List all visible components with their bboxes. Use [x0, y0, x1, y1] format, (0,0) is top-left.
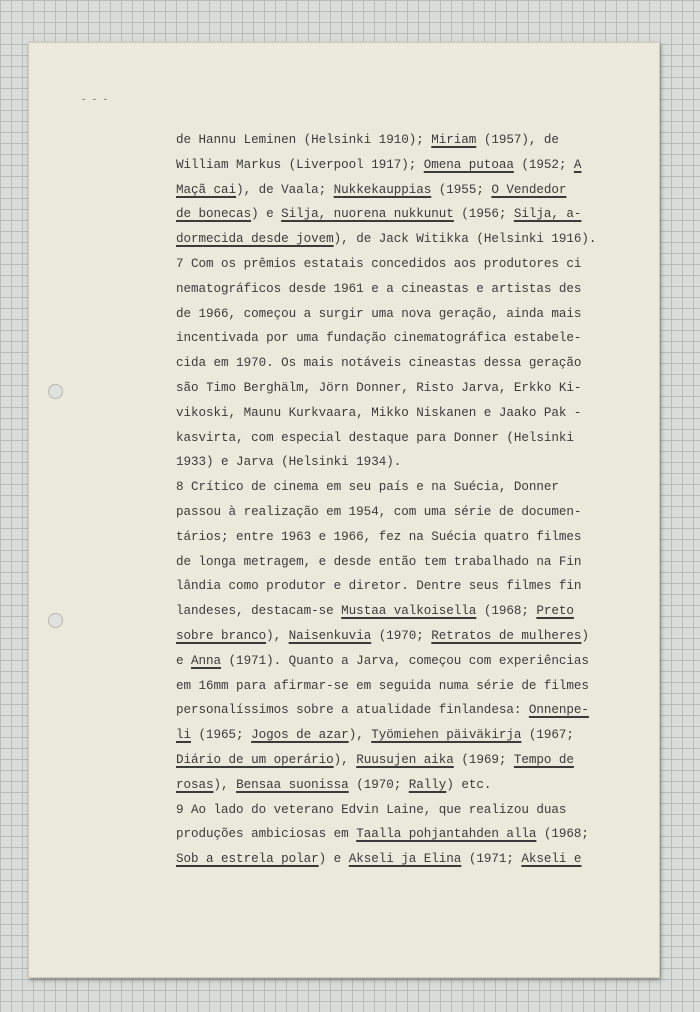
- text-segment: vikoski, Maunu Kurkvaara, Mikko Niskanen e Jaako Pak -: [176, 405, 582, 420]
- underlined-title: Maçã cai: [176, 182, 237, 197]
- text-line: [176, 277, 616, 302]
- underlined-title: Taalla pohjantahden alla: [356, 827, 537, 842]
- text-line: [176, 128, 616, 153]
- typewritten-text: [176, 128, 616, 872]
- text-segment: de 1966, começou a surgir uma nova geração, ainda mais: [176, 306, 582, 321]
- text-line: [176, 178, 616, 203]
- underlined-title: Bensaa suonissa: [236, 777, 349, 792]
- text-line: [176, 401, 616, 426]
- text-segment: William Markus (Liverpool 1917);: [176, 157, 424, 172]
- text-segment: (1955;: [431, 182, 492, 197]
- text-segment: 1933) e Jarva (Helsinki 1934).: [176, 455, 402, 470]
- text-segment: (1965;: [191, 728, 252, 743]
- text-line: [176, 773, 616, 798]
- text-segment: (1968;: [536, 827, 589, 842]
- text-segment: cida em 1970. Os mais notáveis cineastas dessa geração: [176, 356, 582, 371]
- text-line: [176, 525, 616, 550]
- text-segment: nematográficos desde 1961 e a cineastas e artistas des: [176, 281, 582, 296]
- underlined-title: dormecida desde jovem: [176, 232, 334, 247]
- text-segment: ),: [266, 628, 289, 643]
- underlined-title: Mustaa valkoisella: [341, 604, 477, 619]
- underlined-title: A: [573, 157, 582, 172]
- underlined-title: Nukkekauppias: [333, 182, 432, 197]
- underlined-title: Jogos de azar: [251, 728, 349, 743]
- text-line: [176, 574, 616, 599]
- underlined-title: Rally: [408, 777, 447, 792]
- text-line: [176, 723, 616, 748]
- text-segment: produções ambiciosas em: [176, 827, 357, 842]
- underlined-title: li: [176, 728, 192, 743]
- text-segment: 7 Com os prêmios estatais concedidos aos produtores ci: [176, 256, 582, 271]
- underlined-title: Sob a estrela polar: [176, 852, 319, 867]
- text-segment: ),: [213, 777, 237, 792]
- text-segment: (1967;: [521, 728, 574, 743]
- text-segment: de longa metragem, e desde então tem trabalhado na Fin: [176, 554, 582, 569]
- underlined-title: sobre branco: [176, 628, 267, 643]
- text-line: [176, 326, 616, 351]
- text-line: [176, 202, 616, 227]
- corner-mark: - - -: [81, 95, 109, 105]
- underlined-title: Retratos de mulheres: [431, 628, 582, 643]
- text-line: [176, 748, 616, 773]
- underlined-title: Akseli e: [521, 852, 582, 867]
- text-line: [176, 475, 616, 500]
- text-line: [176, 822, 616, 847]
- text-line: [176, 649, 616, 674]
- text-segment: 9 Ao lado do veterano Edvin Laine, que realizou duas: [176, 802, 567, 817]
- text-segment: passou à realização em 1954, com uma série de documen-: [176, 504, 582, 519]
- underlined-title: Omena putoaa: [423, 157, 514, 172]
- underlined-title: Anna: [191, 653, 222, 668]
- text-segment: ), de Vaala;: [236, 182, 334, 197]
- text-segment: (1971). Quanto a Jarva, começou com experiências: [221, 653, 589, 668]
- underlined-title: Miriam: [431, 133, 477, 147]
- text-line: [176, 252, 616, 277]
- underlined-title: Silja, a-: [513, 207, 582, 222]
- text-line: [176, 798, 616, 823]
- underlined-title: Silja, nuorena nukkunut: [281, 207, 454, 222]
- text-segment: e: [176, 653, 192, 668]
- text-segment: incentivada por uma fundação cinematográfica estabele-: [176, 331, 582, 346]
- text-segment: lândia como produtor e diretor. Dentre seus filmes fin: [176, 579, 582, 594]
- underlined-title: rosas: [176, 777, 214, 792]
- text-segment: em 16mm para afirmar-se em seguida numa série de filmes: [176, 678, 589, 693]
- text-line: [176, 302, 616, 327]
- text-segment: ),: [333, 752, 357, 767]
- text-segment: kasvirta, com especial destaque para Donner (Helsinki: [176, 430, 574, 445]
- text-line: [176, 351, 616, 376]
- punch-hole-upper: [48, 384, 63, 399]
- text-line: [176, 674, 616, 699]
- text-segment: personalíssimos sobre a atualidade finlandesa:: [176, 703, 529, 718]
- punch-hole-lower: [48, 613, 63, 628]
- text-segment: ): [581, 628, 589, 643]
- text-line: [176, 599, 616, 624]
- underlined-title: Akseli ja Elina: [348, 852, 462, 867]
- text-segment: são Timo Berghälm, Jörn Donner, Risto Jarva, Erkko Ki-: [176, 380, 582, 395]
- text-segment: tários; entre 1963 e 1966, fez na Suécia quatro filmes: [176, 529, 582, 544]
- text-segment: ),: [348, 728, 372, 743]
- text-line: [176, 847, 616, 872]
- text-segment: (1970;: [348, 777, 409, 792]
- underlined-title: Ruusujen aika: [356, 752, 454, 767]
- text-segment: (1969;: [453, 752, 514, 767]
- text-line: [176, 450, 616, 475]
- underlined-title: Preto: [536, 604, 574, 619]
- text-line: [176, 500, 616, 525]
- text-segment: (1956;: [453, 207, 514, 222]
- text-segment: (1971;: [461, 852, 522, 867]
- text-segment: (1957), de: [476, 133, 559, 147]
- underlined-title: Tempo de: [513, 752, 574, 767]
- text-segment: 8 Crítico de cinema em seu país e na Suécia, Donner: [176, 480, 559, 495]
- text-segment: landeses, destacam-se: [176, 604, 342, 619]
- text-line: [176, 376, 616, 401]
- underlined-title: O Vendedor: [491, 182, 567, 197]
- text-line: [176, 624, 616, 649]
- underlined-title: de bonecas: [176, 207, 252, 222]
- underlined-title: Työmiehen päiväkirja: [371, 728, 522, 743]
- text-segment: (1968;: [476, 604, 537, 619]
- text-line: [176, 426, 616, 451]
- text-line: [176, 550, 616, 575]
- text-line: [176, 698, 616, 723]
- text-segment: ) etc.: [446, 777, 492, 792]
- text-segment: ) e: [318, 852, 349, 867]
- underlined-title: Onnenpe-: [528, 703, 589, 718]
- text-line: [176, 153, 616, 178]
- text-segment: de Hannu Leminen (Helsinki 1910);: [176, 133, 432, 147]
- text-segment: ), de Jack Witikka (Helsinki 1916).: [333, 232, 597, 247]
- text-segment: ) e: [251, 207, 282, 222]
- text-segment: (1970;: [371, 628, 432, 643]
- text-line: [176, 227, 616, 252]
- text-segment: (1952;: [513, 157, 574, 172]
- underlined-title: Naisenkuvia: [288, 628, 372, 643]
- underlined-title: Diário de um operário: [176, 752, 334, 767]
